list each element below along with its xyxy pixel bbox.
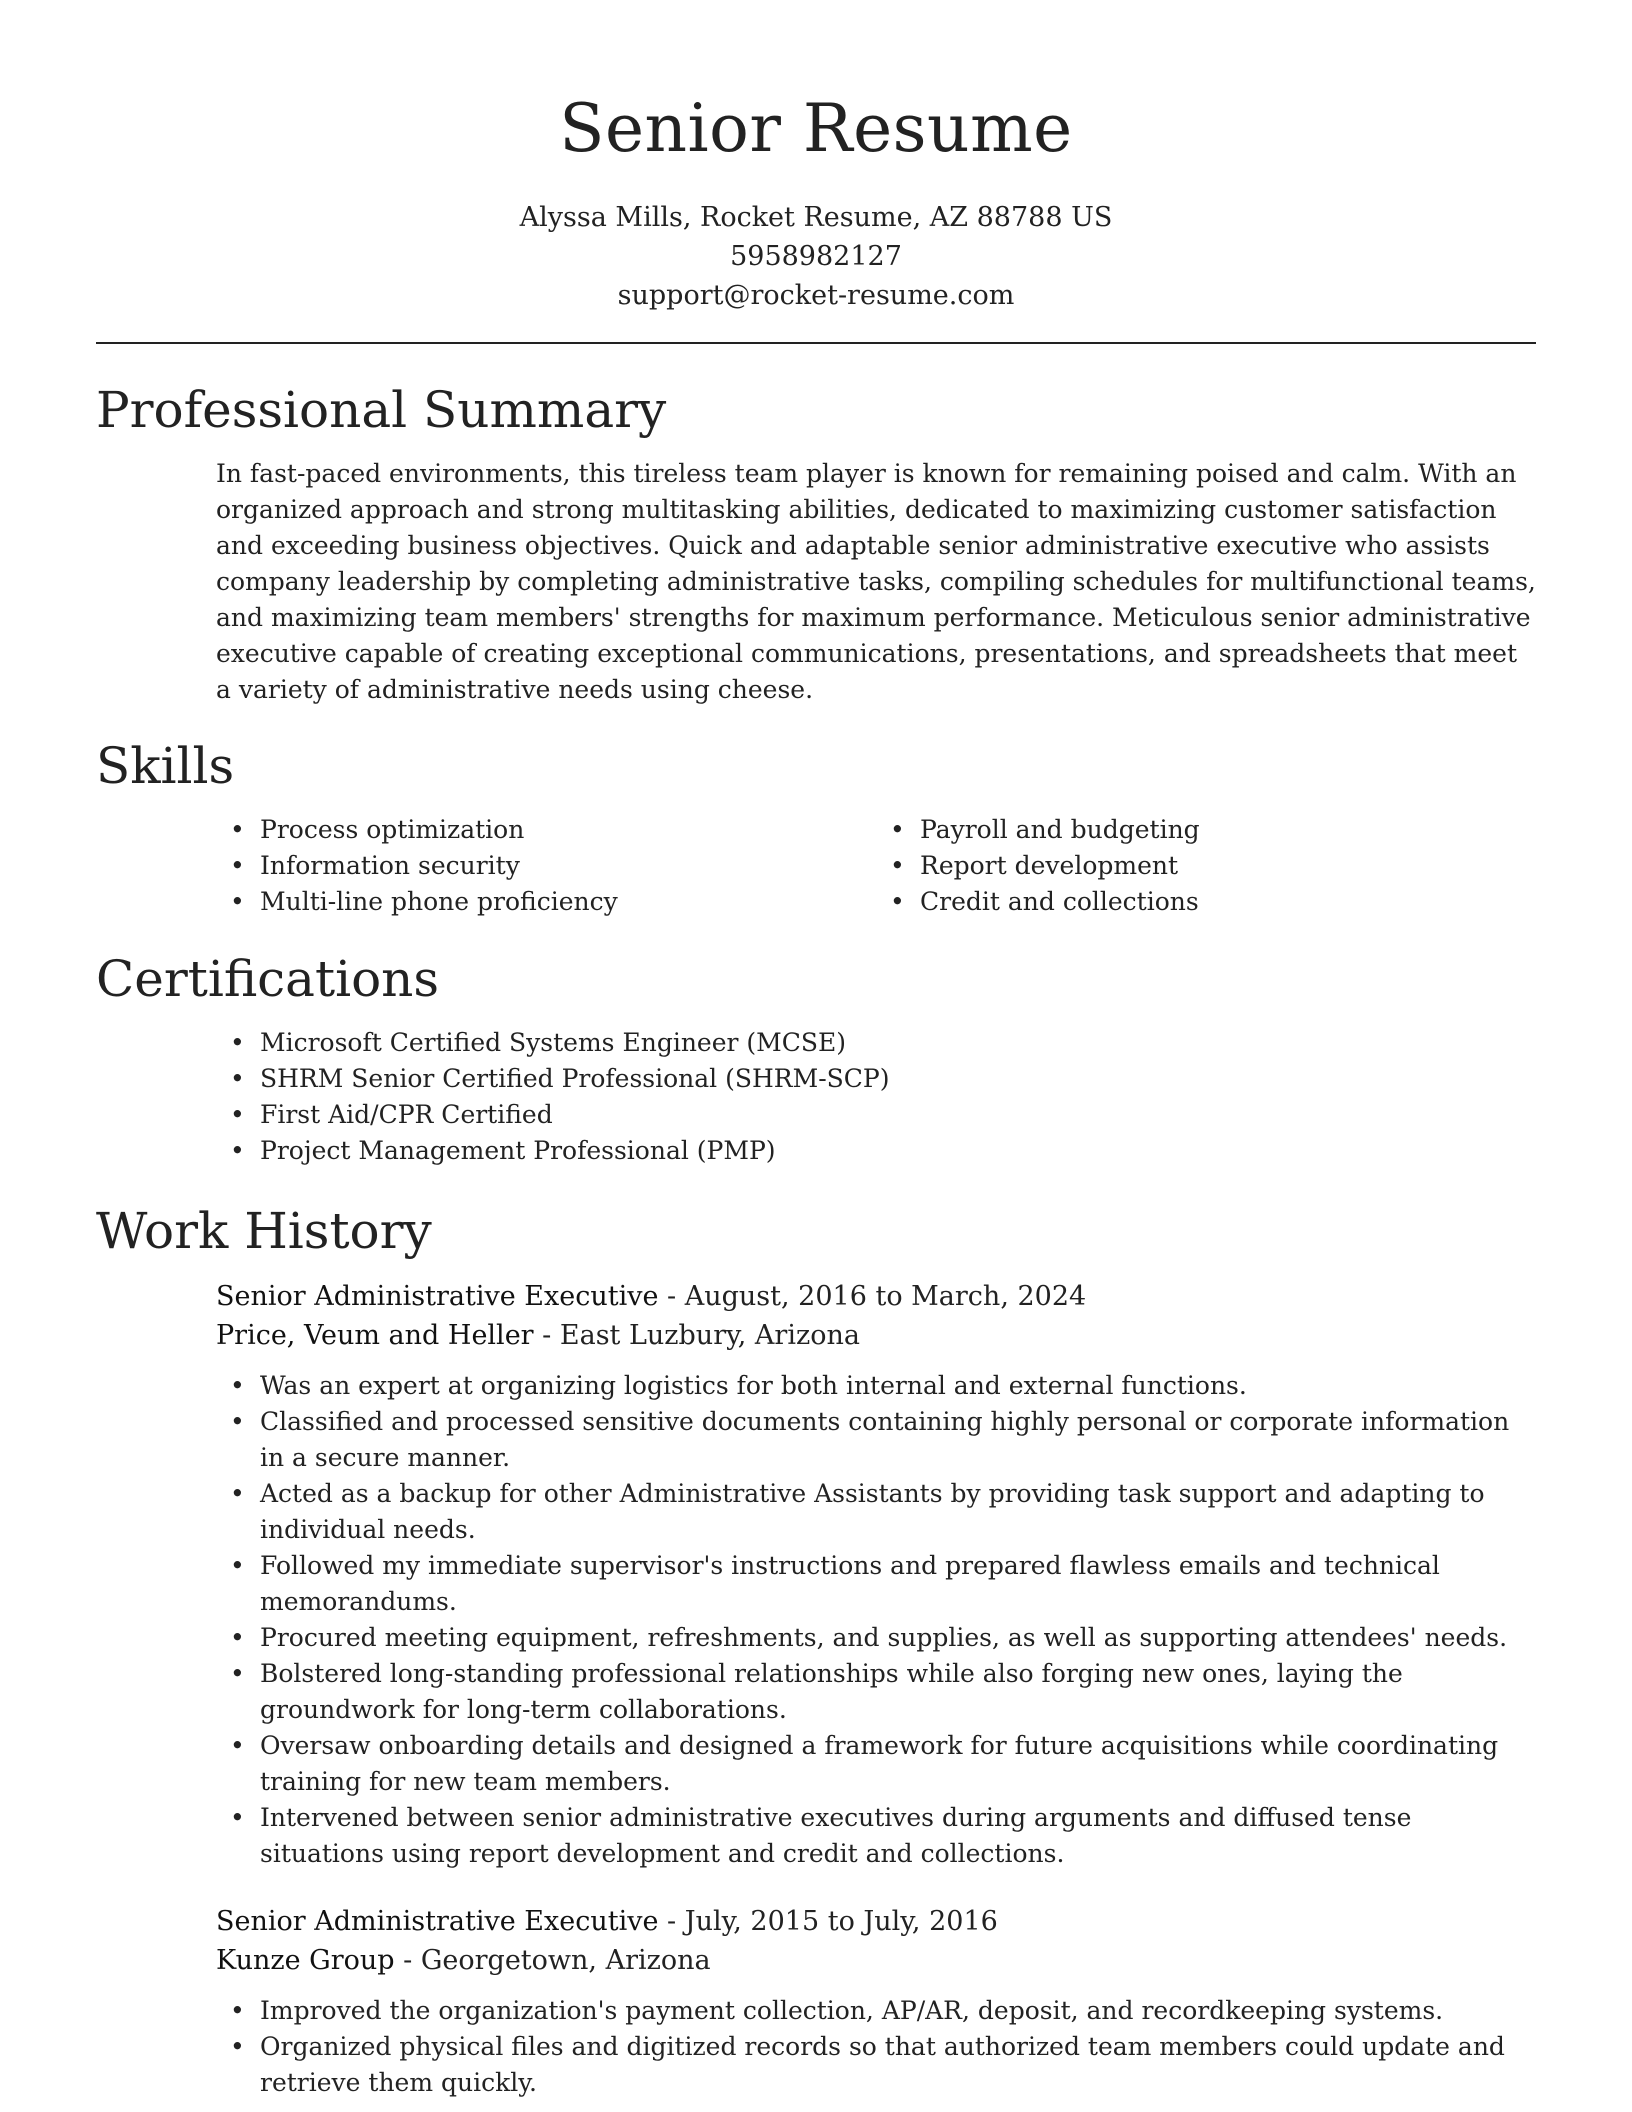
list-item: • Classified and processed sensitive documents containing highly personal or corporate information in a secure manner.	[260, 1404, 1536, 1476]
job-dates: - August, 2016 to March, 2024	[658, 1281, 1087, 1312]
certifications-section	[96, 947, 1536, 1169]
job-dates: - July, 2015 to July, 2016	[658, 1906, 998, 1937]
list-item: • Organized physical files and digitized records so that authorized team members could update and retrieve them quickly.	[260, 2029, 1536, 2101]
list-item: • Oversaw onboarding details and designed a framework for future acquisitions while coordinating training for new team members.	[260, 1728, 1536, 1800]
skills-heading: Skills	[96, 737, 235, 795]
skills-right-list	[876, 812, 1536, 920]
job-title-line	[216, 1277, 1536, 1316]
job-company-line	[216, 1316, 1536, 1356]
job-title-line	[216, 1902, 1536, 1941]
job-company: Price, Veum and Heller	[216, 1320, 534, 1351]
skills-left-list	[96, 812, 876, 920]
list-item: • First Aid/CPR Certified	[260, 1097, 1536, 1133]
job-entry	[96, 1902, 1536, 2101]
list-item: • Followed my immediate supervisor's instructions and prepared flawless emails and technical memorandums.	[260, 1548, 1536, 1620]
list-item: • Process optimization	[260, 812, 876, 848]
list-item: • Procured meeting equipment, refreshments, and supplies, as well as supporting attendees' needs.	[260, 1620, 1536, 1656]
job-company-line	[216, 1941, 1536, 1981]
contact-phone: 5958982127	[730, 241, 902, 272]
resume-header	[0, 0, 1632, 315]
page-title: Senior Resume	[559, 90, 1073, 167]
summary-heading: Professional Summary	[96, 381, 667, 439]
list-item: • SHRM Senior Certified Professional (SHRM-SCP)	[260, 1061, 1536, 1097]
list-item: • Microsoft Certified Systems Engineer (MCSE)	[260, 1025, 1536, 1061]
summary-section	[96, 378, 1536, 708]
job-entry	[96, 1277, 1536, 1872]
list-item: • Credit and collections	[920, 884, 1536, 920]
list-item: • Report development	[920, 848, 1536, 884]
job-title: Senior Administrative Executive	[216, 1281, 659, 1312]
job-bullets	[96, 1993, 1536, 2101]
certifications-heading: Certifications	[96, 950, 440, 1008]
job-bullets	[96, 1368, 1536, 1872]
list-item: • Acted as a backup for other Administrative Assistants by providing task support and adapting to individual needs.	[260, 1476, 1536, 1548]
header-divider	[96, 342, 1536, 344]
job-location: - Georgetown, Arizona	[394, 1945, 711, 1976]
certifications-list	[96, 1025, 1536, 1169]
list-item: • Project Management Professional (PMP)	[260, 1133, 1536, 1169]
list-item: • Improved the organization's payment collection, AP/AR, deposit, and recordkeeping systems.	[260, 1993, 1536, 2029]
list-item: • Payroll and budgeting	[920, 812, 1536, 848]
list-item: • Intervened between senior administrative executives during arguments and diffused tense situations using report development and credit and collections.	[260, 1800, 1536, 1872]
list-item: • Information security	[260, 848, 876, 884]
contact-block	[0, 198, 1632, 315]
job-company: Kunze Group	[216, 1945, 395, 1976]
work-history-heading: Work History	[96, 1202, 432, 1260]
list-item: • Bolstered long-standing professional relationships while also forging new ones, laying the groundwork for long-term collaborations.	[260, 1656, 1536, 1728]
work-history-section	[96, 1199, 1536, 2101]
job-title: Senior Administrative Executive	[216, 1906, 659, 1937]
contact-address: Alyssa Mills, Rocket Resume, AZ 88788 US	[519, 202, 1113, 233]
list-item: • Was an expert at organizing logistics for both internal and external functions.	[260, 1368, 1536, 1404]
skills-section	[96, 734, 1536, 920]
skills-columns	[96, 812, 1536, 920]
job-location: - East Luzbury, Arizona	[533, 1320, 860, 1351]
summary-text: In fast-paced environments, this tireless team player is known for remaining poised and calm. With an organized approach and strong multitasking abilities, dedicated to maximizing customer satisfaction and exceeding business objectives. Quick and adaptable senior administrative executive who assists company leadership by completing administrative tasks, compiling schedules for multifunctional teams, and maximizing team members' strengths for maximum performance. Meticulous senior administrative executive capable of creating exceptional communications, presentations, and spreadsheets that meet a variety of administrative needs using cheese.	[216, 459, 1536, 704]
contact-email: support@rocket-resume.com	[617, 280, 1015, 311]
list-item: • Multi-line phone proficiency	[260, 884, 876, 920]
